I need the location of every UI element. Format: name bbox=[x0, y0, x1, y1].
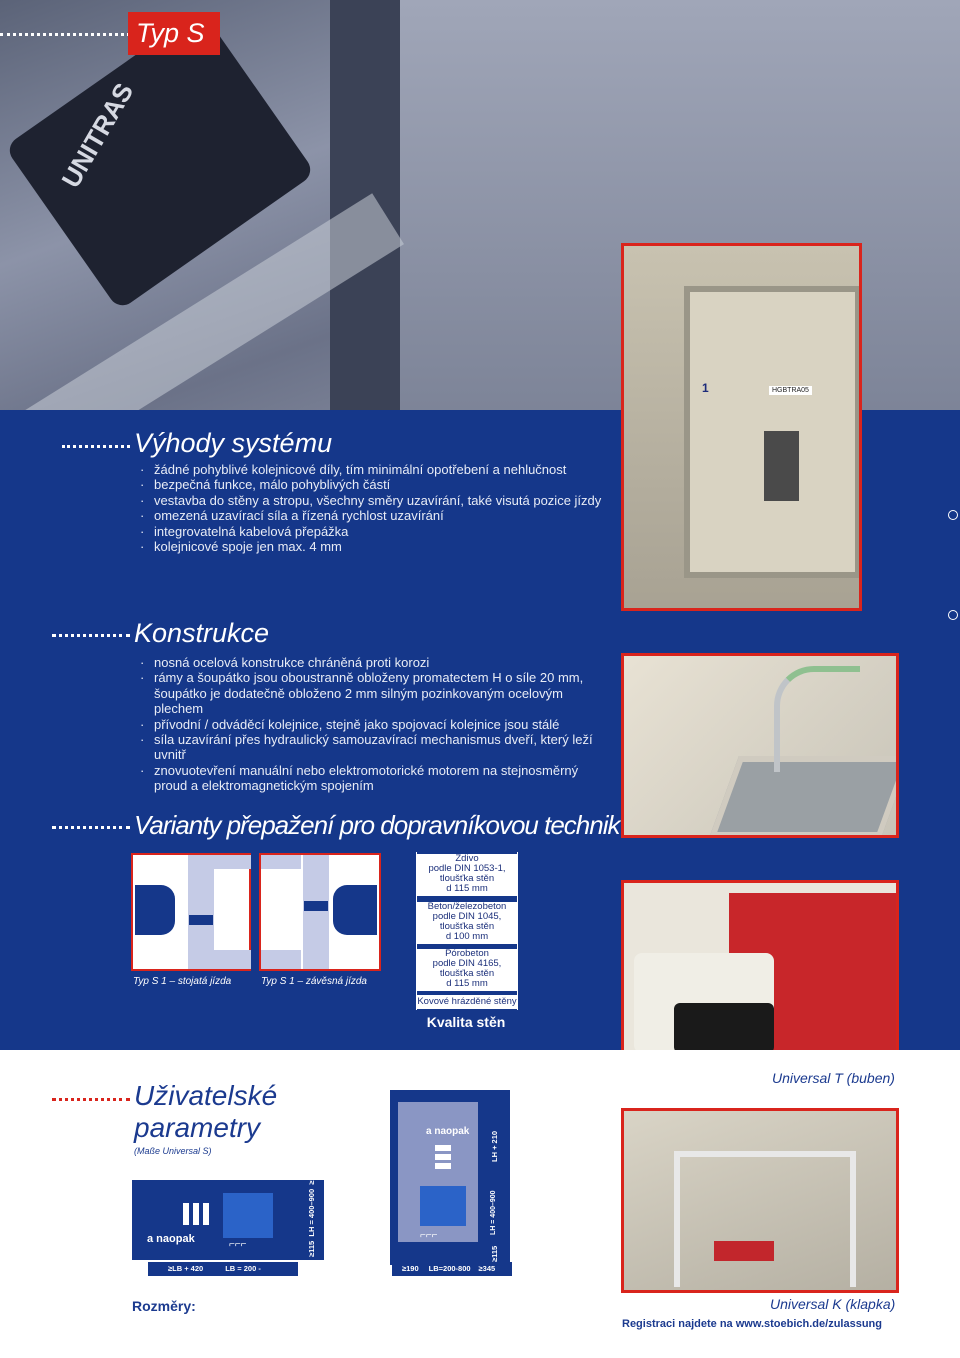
photo-rail-curve bbox=[774, 666, 860, 772]
diagram-bar bbox=[183, 1203, 189, 1225]
photo-test-frame bbox=[674, 1151, 856, 1287]
diagram-brick bbox=[261, 950, 301, 969]
vyhody-title: Výhody systému bbox=[134, 428, 333, 458]
list-item: · nosná ocelová konstrukce chráněná proti korozi bbox=[140, 655, 430, 670]
wall-column bbox=[416, 852, 518, 1010]
varianty-dots bbox=[52, 826, 130, 829]
photo-universal-frame bbox=[621, 1108, 899, 1293]
registration-note: Registraci najdete na www.stoebich.de/zulassung bbox=[622, 1318, 882, 1330]
rail-joint-icon: ⌐⌐⌐ bbox=[229, 1239, 247, 1250]
diagram-brick bbox=[209, 855, 251, 869]
diagram-bar bbox=[435, 1145, 451, 1151]
diagram-slider bbox=[304, 901, 328, 911]
list-item: · rámy a šoupátko jsou oboustranně obloženy promatectem H o síle 20 mm, šoupátko je dodatečně obloženo 2 mm silným pozinkovaným ocelovým plechem bbox=[140, 670, 584, 717]
list-item: · integrovatelná kabelová přepážka bbox=[140, 523, 349, 539]
diagram-wall bbox=[303, 855, 329, 969]
type-badge: Typ S bbox=[128, 12, 220, 55]
header-dots bbox=[0, 33, 130, 36]
diagram-bar bbox=[435, 1154, 451, 1160]
margin-mark bbox=[948, 510, 958, 520]
photo-red-part bbox=[714, 1241, 774, 1261]
photo-motor bbox=[764, 431, 799, 501]
diagram-conveyor bbox=[135, 885, 175, 935]
dim-bottom: ≥115 bbox=[490, 1245, 499, 1262]
dim-vertical: ≥115 LH = 400–900 ≥125 bbox=[307, 1168, 316, 1257]
variant-diagram-standing bbox=[131, 853, 251, 971]
variant-diagram-hanging bbox=[259, 853, 381, 971]
parametry-title: Uživatelské parametry bbox=[134, 1080, 278, 1143]
universal-k-caption: Universal K (klapka) bbox=[770, 1296, 896, 1312]
list-item: · žádné pohyblivé kolejnicové díly, tím minimální opotřebení a nehlučnost bbox=[140, 462, 567, 477]
dimension-diagram-2 bbox=[390, 1090, 510, 1265]
diagram-bar bbox=[435, 1163, 451, 1169]
photo-brand-text: UNITRAS bbox=[55, 77, 140, 193]
photo-sign-2: HGBTRA05 bbox=[769, 386, 812, 395]
konstrukce-dots bbox=[52, 634, 130, 637]
list-item: · bezpečná funkce, málo pohyblivých částí bbox=[140, 477, 391, 493]
konstrukce-title: Konstrukce bbox=[134, 618, 270, 648]
diagram-brick bbox=[261, 855, 301, 869]
photo-sign-1: 1 bbox=[702, 381, 709, 395]
photo-installed-door bbox=[621, 243, 862, 611]
variant-caption-standing: Typ S 1 – stojatá jízda bbox=[133, 976, 232, 987]
diagram-body bbox=[133, 1181, 303, 1259]
rozmery-label: Rozměry: bbox=[132, 1298, 196, 1314]
photo-red-door bbox=[621, 880, 899, 1065]
dimension-row-2: ≥190 LB=200-800 ≥345 bbox=[392, 1262, 512, 1276]
margin-mark bbox=[948, 610, 958, 620]
wall-concrete: Beton/železobeton podle DIN 1045, tloušťka stěn d 100 mm bbox=[417, 902, 517, 944]
diagram-label: a naopak bbox=[147, 1233, 195, 1245]
list-item: · vestavba do stěny a stropu, všechny směry uzavírání, také visutá pozice jízdy bbox=[140, 492, 602, 508]
list-item: · síla uzavírání přes hydraulický samouzavírací mechanismus dveří, který leží uvnitř bbox=[140, 732, 593, 763]
diagram-slider bbox=[189, 915, 213, 925]
variant-caption-hanging: Typ S 1 – závěsná jízda bbox=[261, 976, 367, 987]
diagram-label: a naopak bbox=[426, 1126, 470, 1137]
varianty-title: Varianty přepažení pro dopravníkovou technik bbox=[134, 810, 620, 840]
arrow-right-icon bbox=[223, 1193, 273, 1238]
list-item: · znovuotevření manuální nebo elektromotorické motorem na stejnosměrný proud a elektromagnetickým spojením bbox=[140, 762, 579, 794]
rail-joint-icon: ⌐⌐⌐ bbox=[420, 1230, 438, 1241]
diagram-conveyor bbox=[333, 885, 377, 935]
diagram-brick bbox=[209, 950, 251, 969]
arrow-down-icon bbox=[420, 1186, 466, 1226]
konstrukce-list bbox=[134, 655, 604, 794]
parametry-dots bbox=[52, 1098, 130, 1101]
dimension-diagram-1 bbox=[132, 1168, 324, 1260]
photo-carrier-base bbox=[674, 1003, 774, 1053]
dimension-row-1: ≥LB + 420 LB = 200 - 800 ≥130 bbox=[148, 1262, 298, 1276]
dim-mid: LH = 400–900 bbox=[490, 1190, 497, 1235]
diagram-bar bbox=[203, 1203, 209, 1225]
list-item: · omezená uzavírací síla a řízená rychlost uzavírání bbox=[140, 508, 444, 524]
dim-top: LH + 210 bbox=[490, 1130, 499, 1162]
list-item: · kolejnicové spoje jen max. 4 mm bbox=[140, 539, 342, 555]
diagram-bar bbox=[193, 1203, 199, 1225]
wall-steel-frame: Kovové hrázděné stěny bbox=[417, 996, 517, 1007]
parametry-subtitle: (Maße Universal S) bbox=[134, 1146, 212, 1156]
photo-rails-closeup bbox=[621, 653, 899, 838]
wall-masonry: Zdivo podle DIN 1053-1, tloušťka stěn d 115 mm bbox=[417, 854, 517, 896]
list-item: · přívodní / odváděcí kolejnice, stejně jako spojovací kolejnice jsou stálé bbox=[140, 716, 560, 732]
diagram-dim-bar bbox=[303, 1168, 323, 1259]
vyhody-list bbox=[134, 462, 604, 554]
wall-quality-title: Kvalita stěn bbox=[426, 1014, 506, 1030]
vyhody-dots bbox=[62, 445, 130, 448]
universal-t-caption: Universal T (buben) bbox=[772, 1070, 895, 1086]
wall-aerated-concrete: Pórobeton podle DIN 4165, tloušťka stěn d 115 mm bbox=[417, 949, 517, 991]
